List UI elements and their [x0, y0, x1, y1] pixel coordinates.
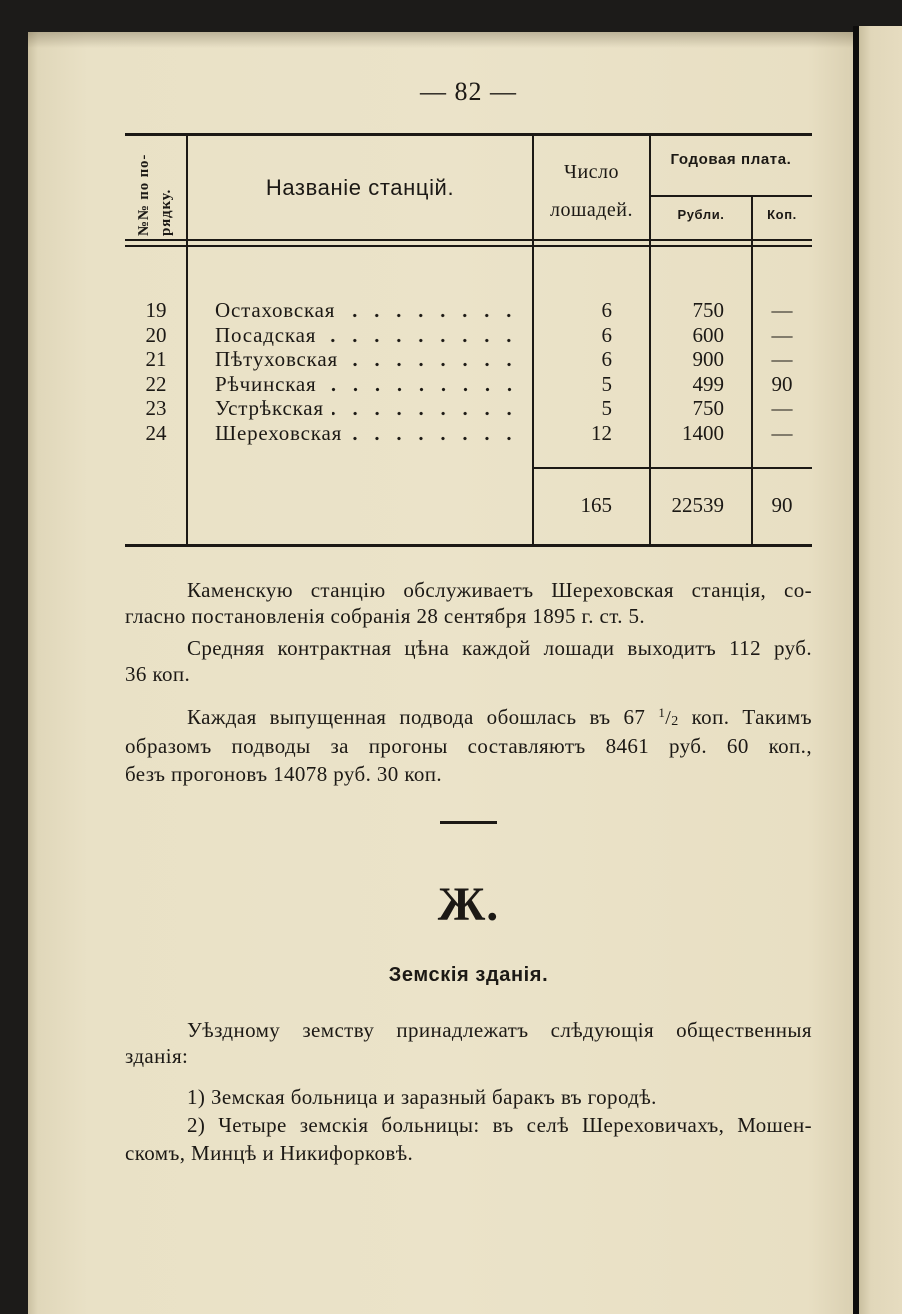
header-bottom-rule-second — [125, 245, 812, 247]
dot-leader — [350, 421, 520, 446]
table-bottom-rule — [125, 544, 812, 547]
total-horses: 165 — [580, 493, 612, 517]
row-number: 21 — [145, 347, 167, 372]
table-row — [125, 347, 812, 372]
paragraph-line: Уѣздному земству принадлежатъ слѣдующія общественныя — [187, 1018, 812, 1042]
text-run: Каждая выпущенная подвода обошлась въ 67 — [187, 705, 659, 729]
rubles-value: 750 — [692, 396, 724, 421]
horses-count: 12 — [591, 420, 612, 445]
station-name: Устрѣкская — [215, 396, 324, 421]
rubles-value: 499 — [692, 371, 724, 396]
dot-leader — [343, 298, 520, 323]
header-horses-line: Число — [563, 161, 620, 183]
table-row — [125, 372, 812, 397]
paragraph-line — [125, 703, 812, 732]
table-row — [125, 323, 812, 348]
station-cell — [187, 396, 533, 421]
station-cell — [187, 298, 533, 323]
station-name: Остаховская — [215, 298, 336, 322]
table-row — [125, 421, 812, 446]
dot-leader — [346, 347, 520, 372]
station-cell — [187, 372, 533, 397]
row-number: 24 — [145, 420, 167, 445]
section-divider — [440, 821, 497, 824]
header-horses-line: лошадей. — [549, 199, 633, 221]
rubles-value: 1400 — [682, 420, 724, 445]
fraction-denominator: 2 — [671, 714, 679, 729]
paragraph-line: скомъ, Минцѣ и Никифорковѣ. — [125, 1141, 414, 1165]
section-intro — [125, 1017, 812, 1069]
stations-table — [125, 133, 812, 547]
total-kopecks: 90 — [771, 493, 793, 517]
table-row — [125, 298, 812, 323]
paragraph-cart-cost — [125, 703, 812, 788]
table-row — [125, 396, 812, 421]
fraction-slash: / — [665, 707, 672, 729]
annual-pay-header-rule — [650, 195, 812, 197]
header-rubles: Рубли. — [677, 207, 725, 222]
header-station-name: Названіе станцій. — [265, 175, 455, 200]
header-number-line: рядку. — [158, 188, 174, 236]
station-name: Шереховская — [215, 420, 343, 445]
row-number: 23 — [145, 396, 167, 421]
station-name: Рѣчинская — [215, 371, 317, 396]
list-item — [125, 1083, 812, 1111]
kopecks-value: — — [771, 420, 793, 445]
total-rule — [533, 467, 812, 469]
kopecks-value: — — [771, 298, 793, 322]
paragraph-line: 1) Земская больница и заразный баракъ въ городѣ. — [187, 1085, 657, 1109]
kopecks-value: — — [771, 347, 793, 372]
station-cell — [187, 347, 533, 372]
station-name: Пѣтуховская — [215, 347, 338, 372]
rubles-value: 600 — [692, 322, 724, 347]
section-title: Земскія зданія. — [388, 964, 549, 986]
station-cell — [187, 421, 533, 446]
header-annual-pay: Годовая плата. — [670, 151, 792, 168]
header-kopecks: Коп. — [767, 207, 797, 222]
rubles-value: 900 — [692, 347, 724, 372]
paragraph-line: гласно постановленія собранія 28 сентября 1895 г. ст. 5. — [125, 604, 646, 628]
header-number-column — [133, 140, 177, 238]
table-body — [125, 298, 812, 446]
header-number-line: №№ по по- — [136, 153, 152, 236]
paragraph-line: зданія: — [125, 1044, 189, 1068]
page-number: — 82 — — [420, 77, 517, 106]
paragraph-line: 36 коп. — [125, 662, 191, 686]
row-number: 22 — [145, 371, 167, 396]
fraction-numerator: 1 — [658, 705, 666, 720]
row-number: 20 — [145, 322, 167, 347]
kopecks-value: — — [771, 396, 793, 421]
paragraph-line: Каменскую станцію обслуживаетъ Шереховская станція, со- — [187, 578, 812, 602]
horses-count: 6 — [601, 347, 612, 372]
paragraph-kamenskaya-station — [125, 577, 812, 629]
list-item — [125, 1111, 812, 1167]
text-run: коп. Такимъ — [678, 705, 812, 729]
paragraph-line: безъ прогоновъ 14078 руб. 30 коп. — [125, 762, 443, 786]
station-cell — [187, 323, 533, 348]
horses-count: 5 — [601, 371, 612, 396]
table-top-rule — [125, 133, 812, 136]
dot-leader — [325, 372, 520, 397]
horses-count: 6 — [601, 322, 612, 347]
paragraph-line: Средняя контрактная цѣна каждой лошади выходитъ 112 руб. — [187, 636, 812, 660]
table-total-row — [125, 493, 812, 518]
dot-leader — [324, 323, 520, 348]
dot-leader — [332, 396, 520, 421]
paragraph-line: образомъ подводы за прогоны составляютъ 8461 руб. 60 коп., — [125, 734, 812, 758]
horses-count: 6 — [601, 298, 612, 322]
paper-top-shadow — [28, 32, 853, 48]
paragraph-line: 2) Четыре земскія больницы: въ селѣ Шереховичахъ, Мошен- — [187, 1113, 812, 1137]
rubles-value: 750 — [692, 298, 724, 322]
header-bottom-rule — [125, 239, 812, 241]
station-name: Посадская — [215, 322, 317, 347]
kopecks-value: 90 — [771, 371, 793, 396]
horses-count: 5 — [601, 396, 612, 421]
section-letter: Ж. — [437, 878, 500, 931]
total-rubles: 22539 — [671, 493, 724, 517]
kopecks-value: — — [771, 322, 793, 347]
paragraph-horse-price — [125, 635, 812, 687]
row-number: 19 — [145, 298, 167, 322]
header-horses — [533, 153, 650, 229]
adjacent-page-edge — [859, 26, 902, 1314]
